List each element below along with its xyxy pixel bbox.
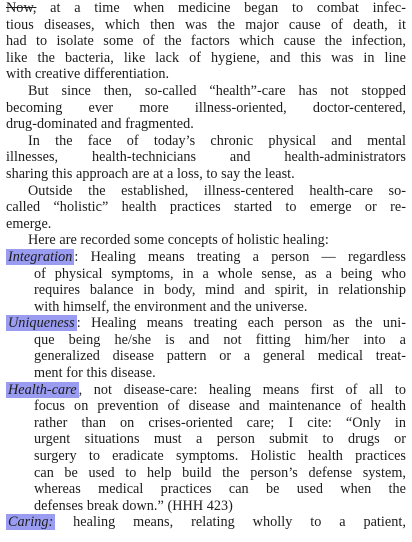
text-line	[6, 315, 406, 332]
line-text: tious diseases, which then was the major cause of death, it	[6, 16, 406, 33]
line-text: healing means, relating wholly to a patient,	[55, 514, 406, 531]
text-line	[6, 481, 406, 498]
line-text: with himself, the environment and the universe.	[34, 298, 308, 315]
line-text: que being he/she is and not fitting him/her into a	[34, 331, 406, 348]
paragraph-p2	[0, 83, 412, 133]
text-line	[6, 431, 406, 448]
text-line	[6, 183, 406, 200]
line-text: Outside the established, illness-centered health-care so-	[28, 182, 406, 199]
line-text: focus on prevention of disease and maintenance of health	[34, 398, 406, 415]
line-text: becoming ever more illness-oriented, doctor-centered,	[6, 99, 406, 116]
text-line	[6, 0, 406, 17]
text-line	[6, 199, 406, 216]
paragraph-p7	[0, 315, 412, 381]
text-line	[6, 133, 406, 150]
paragraph-p1	[0, 0, 412, 83]
text-line	[6, 415, 406, 432]
line-text: : Healing means treating a person — regardless	[74, 248, 406, 265]
text-line	[6, 332, 406, 349]
line-text: of physical symptoms, in a whole sense, as a being who	[34, 265, 406, 282]
text-line	[6, 116, 406, 133]
text-line	[6, 282, 406, 299]
highlighted-term: Uniqueness	[8, 315, 75, 332]
line-text: , not disease-care: healing means first of all to	[78, 381, 406, 398]
paragraph-p4	[0, 183, 412, 233]
text-line	[6, 232, 406, 249]
text-line	[6, 398, 406, 415]
line-text: can be used to help build the person’s defense system,	[34, 464, 406, 481]
text-line	[6, 149, 406, 166]
text-line	[6, 465, 406, 482]
line-text: urgent situations must a person submit to drugs or	[34, 431, 406, 448]
highlighted-term: Caring:	[8, 514, 54, 531]
line-text: generalized disease pattern or a general medical treat-	[34, 348, 406, 365]
line-text: rather than on crises-oriented care; I cite: “Only in	[34, 414, 406, 431]
text-line	[6, 382, 406, 399]
paragraph-p3	[0, 133, 412, 183]
paragraph-p9	[0, 514, 412, 531]
text-line	[6, 50, 406, 67]
text-line	[6, 514, 406, 531]
text-line	[6, 66, 406, 83]
text-line	[6, 249, 406, 266]
line-text: called “holistic” health practices started to emerge or re-	[6, 199, 406, 216]
line-text: Here are recorded some concepts of holistic healing:	[28, 232, 329, 249]
line-text: In the face of today’s chronic physical and mental	[28, 132, 406, 149]
line-text: emerge.	[6, 215, 52, 232]
paragraph-p8	[0, 382, 412, 515]
line-text: sharing this approach are at a loss, to say the least.	[6, 165, 295, 182]
text-line	[6, 216, 406, 233]
line-text: But since then, so-called “health”-care has not stopped	[28, 82, 406, 99]
highlighted-term: Health-care	[8, 381, 77, 398]
line-text: had to isolate some of the factors which cause the infection,	[6, 33, 406, 50]
line-text: illnesses, health-technicians and health-administrators	[6, 149, 406, 166]
line-text: surgery to eradicate symptoms. Holistic health practices	[34, 448, 406, 465]
line-text: ment for this disease.	[34, 365, 156, 382]
text-line	[6, 365, 406, 382]
line-text: at a time when medicine began to combat infec-	[36, 0, 406, 16]
text-line	[6, 498, 406, 515]
line-text: whereas medical practices can be used when the	[34, 481, 406, 498]
line-text: requires balance in body, mind and spirit, in relationship	[34, 282, 406, 299]
struck-word: Now,	[6, 0, 37, 16]
line-text: drug-dominated and fragmented.	[6, 116, 194, 133]
paragraph-p6	[0, 249, 412, 315]
line-text: : Healing means treating each person as the uni-	[76, 315, 406, 332]
text-line	[6, 299, 406, 316]
paragraph-p5	[0, 232, 412, 249]
text-line	[6, 83, 406, 100]
highlighted-term: Integration	[8, 248, 73, 265]
text-line	[6, 448, 406, 465]
text-line	[6, 17, 406, 34]
line-text: with creative differentiation.	[6, 66, 170, 83]
line-text: like the bacteria, like lack of hygiene, and this was in line	[6, 49, 406, 66]
text-line	[6, 166, 406, 183]
text-line	[6, 100, 406, 117]
text-line	[6, 348, 406, 365]
text-line	[6, 266, 406, 283]
text-line	[6, 33, 406, 50]
line-text: defenses break down.” (HHH 423)	[34, 497, 233, 514]
